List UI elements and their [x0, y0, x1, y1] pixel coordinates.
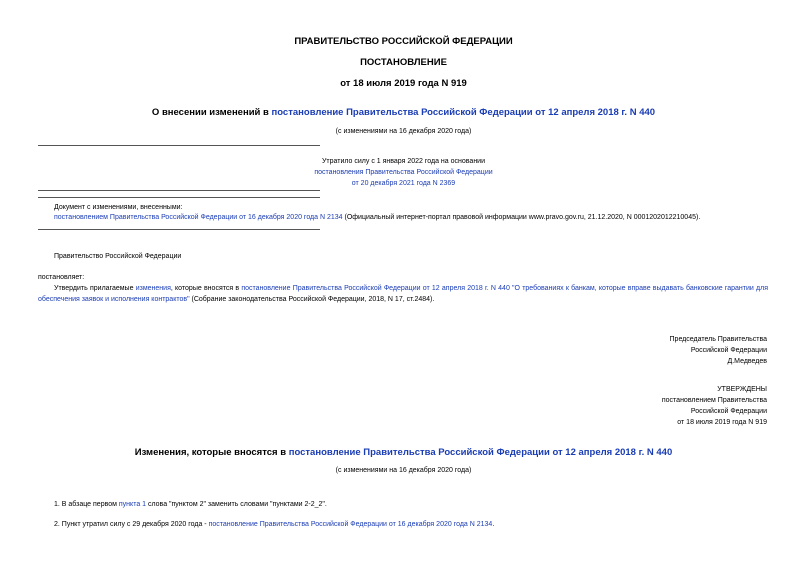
- doc-amended-note: (с изменениями на 16 декабря 2020 года): [335, 128, 472, 135]
- annex-item-1-link[interactable]: пункта 1: [118, 501, 147, 508]
- expired-notice: [0, 156, 807, 189]
- expired-notice-line1: Утратило силу с 1 января 2022 года на основании: [321, 158, 486, 165]
- changes-link[interactable]: изменения: [135, 285, 171, 292]
- changes-source-link[interactable]: постановлением Правительства Российской Федерации от 16 декабря 2020 года N 2134: [54, 214, 343, 221]
- signature-line1: Председатель Правительства: [669, 336, 767, 343]
- annex-title: [0, 447, 807, 458]
- changes-source-tail: (Официальный интернет-портал правовой информации www.pravo.gov.ru, 21.12.2020, N 0001202012210045).: [342, 214, 701, 221]
- resolution-440-link[interactable]: постановление Правительства Российской Федерации от 12 апреля 2018 г. N 440 "О требованиях к банкам, которые вправе выдавать банковские гарантии для обеспечения заявок и исполнения контрактов": [38, 285, 768, 303]
- divider: [38, 197, 320, 198]
- changes-source: [54, 212, 700, 223]
- government-line: Правительство Российской Федерации: [54, 253, 182, 260]
- doc-title-link[interactable]: постановление Правительства Российской Федерации от 12 апреля 2018 г. N 440: [271, 107, 656, 118]
- doc-date-number: от 18 июля 2019 года N 919: [340, 78, 467, 89]
- approved-block: [662, 384, 767, 428]
- approved-line3: Российской Федерации: [690, 408, 767, 415]
- approved-line2: постановлением Правительства: [661, 397, 767, 404]
- approved-line4: от 18 июля 2019 года N 919: [677, 419, 767, 426]
- expired-notice-link-1[interactable]: постановления Правительства Российской Федерации: [314, 169, 493, 176]
- signature-block: [670, 334, 767, 367]
- changes-label: Документ с изменениями, внесенными:: [54, 204, 183, 211]
- annex-amended-note: (с изменениями на 16 декабря 2020 года): [335, 467, 472, 474]
- divider: [38, 229, 320, 230]
- doc-type-heading: ПОСТАНОВЛЕНИЕ: [360, 57, 447, 68]
- expired-notice-link-2[interactable]: от 20 декабря 2021 года N 2369: [351, 180, 456, 187]
- annex-item-2-link[interactable]: постановление Правительства Российской Федерации от 16 декабря 2020 года N 2134: [208, 521, 493, 528]
- annex-item-1-end: слова "пунктом 2" заменить словами "пунктами 2-2_2".: [146, 501, 327, 508]
- main-paragraph-mid: , которые вносятся в: [170, 285, 242, 292]
- government-heading: ПРАВИТЕЛЬСТВО РОССИЙСКОЙ ФЕДЕРАЦИИ: [294, 36, 513, 47]
- signature-line2: Российской Федерации: [690, 347, 767, 354]
- annex-item-1: [54, 499, 327, 510]
- main-paragraph-end: (Собрание законодательства Российской Федерации, 2018, N 17, ст.2484).: [189, 296, 435, 303]
- annex-title-prefix: Изменения, которые вносятся в: [134, 447, 289, 458]
- annex-item-2: [54, 519, 494, 530]
- doc-title: [0, 107, 807, 118]
- doc-title-prefix: О внесении изменений в: [151, 107, 272, 118]
- main-paragraph-start: Утвердить прилагаемые: [54, 285, 136, 292]
- annex-item-2-end: .: [492, 521, 495, 528]
- main-paragraph: [38, 283, 768, 305]
- annex-item-1-start: 1. В абзаце первом: [54, 501, 119, 508]
- annex-item-2-start: 2. Пункт утратил силу с 29 декабря 2020 года -: [54, 521, 209, 528]
- resolves-text: постановляет:: [38, 274, 85, 281]
- divider: [38, 145, 320, 146]
- approved-line1: УТВЕРЖДЕНЫ: [717, 386, 767, 393]
- signature-line3: Д.Медведев: [727, 358, 767, 365]
- divider: [38, 190, 320, 191]
- annex-title-link[interactable]: постановление Правительства Российской Федерации от 12 апреля 2018 г. N 440: [288, 447, 673, 458]
